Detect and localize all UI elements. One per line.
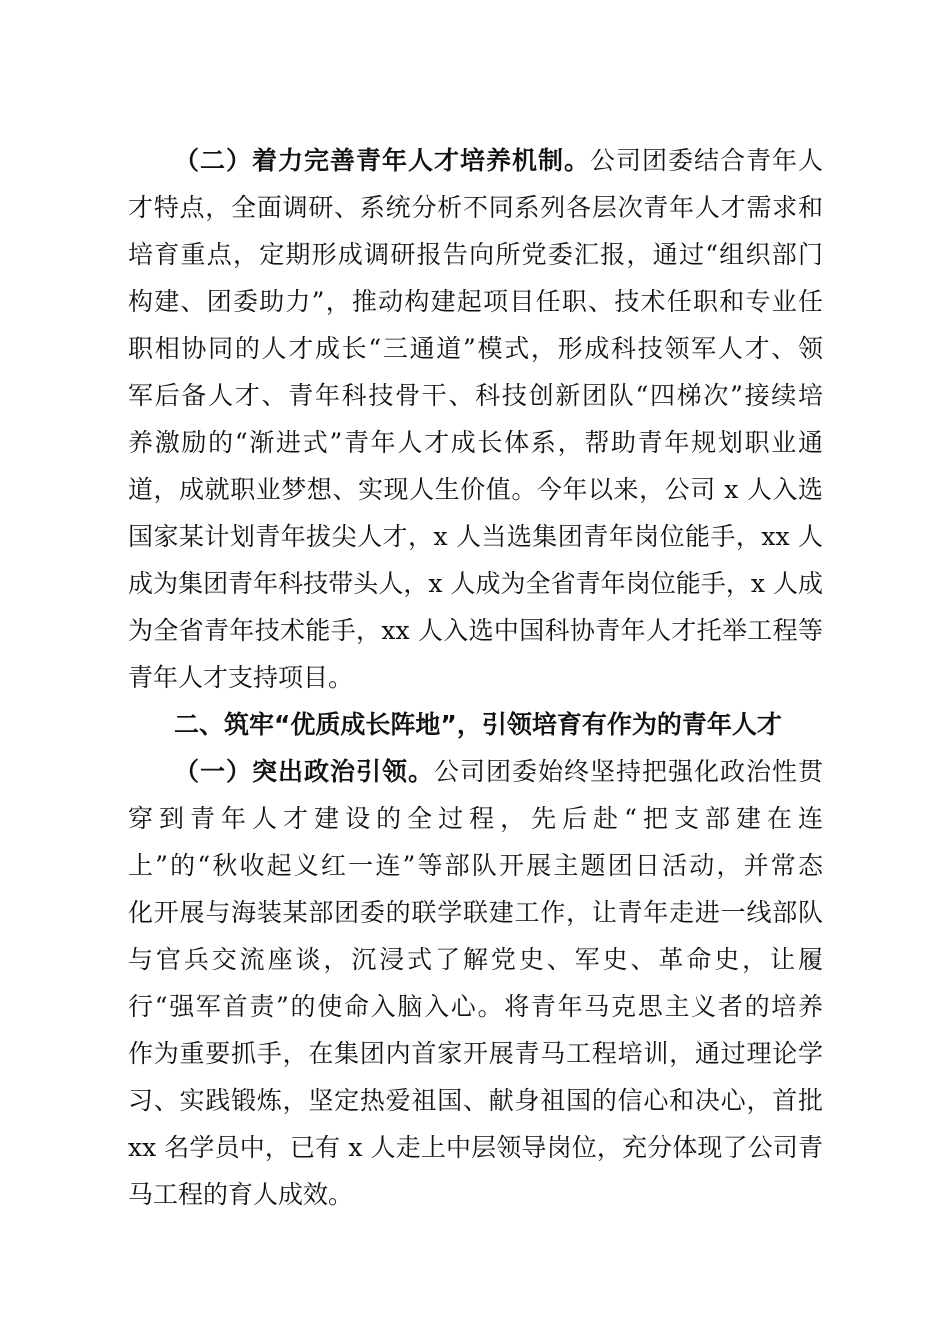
- paragraph-2-line: 马工程的育人成效。: [128, 1180, 354, 1209]
- paragraph-2-line: 与官兵交流座谈，沉浸式了解党史、军史、革命史，让履: [128, 945, 823, 974]
- paragraph-1-line: 培育重点，定期形成调研报告向所党委汇报，通过“组织部门: [128, 240, 823, 269]
- paragraph-1-line-1: [174, 146, 823, 176]
- paragraph-1-line: 构建、团委助力”，推动构建起项目任职、技术任职和专业任: [128, 287, 823, 316]
- paragraph-2-line-1: [174, 757, 823, 787]
- paragraph-1-line: 成为集团青年科技带头人，x 人成为全省青年岗位能手，x 人成: [128, 569, 823, 598]
- paragraph-2-line: 行“强军首责”的使命入脑入心。将青年马克思主义者的培养: [128, 992, 823, 1021]
- section-heading: 二、筑牢“优质成长阵地”，引领培育有作为的青年人才: [174, 710, 782, 739]
- paragraph-1-line: 才特点，全面调研、系统分析不同系列各层次青年人才需求和: [128, 193, 823, 222]
- paragraph-2-line: 作为重要抓手，在集团内首家开展青马工程培训，通过理论学: [128, 1039, 823, 1068]
- paragraph-2-line: xx 名学员中，已有 x 人走上中层领导岗位，充分体现了公司青: [128, 1133, 823, 1162]
- paragraph-1-first-rest: 公司团委结合青年人: [589, 146, 823, 175]
- paragraph-1-line: 职相协同的人才成长“三通道”模式，形成科技领军人才、领: [128, 334, 823, 363]
- paragraph-1-line: 青年人才支持项目。: [128, 663, 354, 692]
- paragraph-2-line: 穿到青年人才建设的全过程，先后赴“把支部建在连: [128, 804, 823, 833]
- paragraph-1-line: 为全省青年技术能手，xx 人入选中国科协青年人才托举工程等: [128, 616, 823, 645]
- paragraph-2-lead: （一）突出政治引领。: [174, 757, 434, 786]
- paragraph-1-line: 道，成就职业梦想、实现人生价值。今年以来，公司 x 人入选: [128, 475, 823, 504]
- paragraph-1-line: 军后备人才、青年科技骨干、科技创新团队“四梯次”接续培: [128, 381, 823, 410]
- paragraph-2-first-rest: 公司团委始终坚持把强化政治性贯: [434, 757, 823, 786]
- paragraph-2-line: 上”的“秋收起义红一连”等部队开展主题团日活动，并常态: [128, 851, 823, 880]
- paragraph-2-line: 习、实践锻炼，坚定热爱祖国、献身祖国的信心和决心，首批: [128, 1086, 823, 1115]
- paragraph-2-line: 化开展与海装某部团委的联学联建工作，让青年走进一线部队: [128, 898, 823, 927]
- paragraph-1-line: 国家某计划青年拔尖人才，x 人当选集团青年岗位能手，xx 人: [128, 522, 823, 551]
- paragraph-1-line: 养激励的“渐进式”青年人才成长体系，帮助青年规划职业通: [128, 428, 823, 457]
- paragraph-1-lead: （二）着力完善青年人才培养机制。: [174, 146, 590, 175]
